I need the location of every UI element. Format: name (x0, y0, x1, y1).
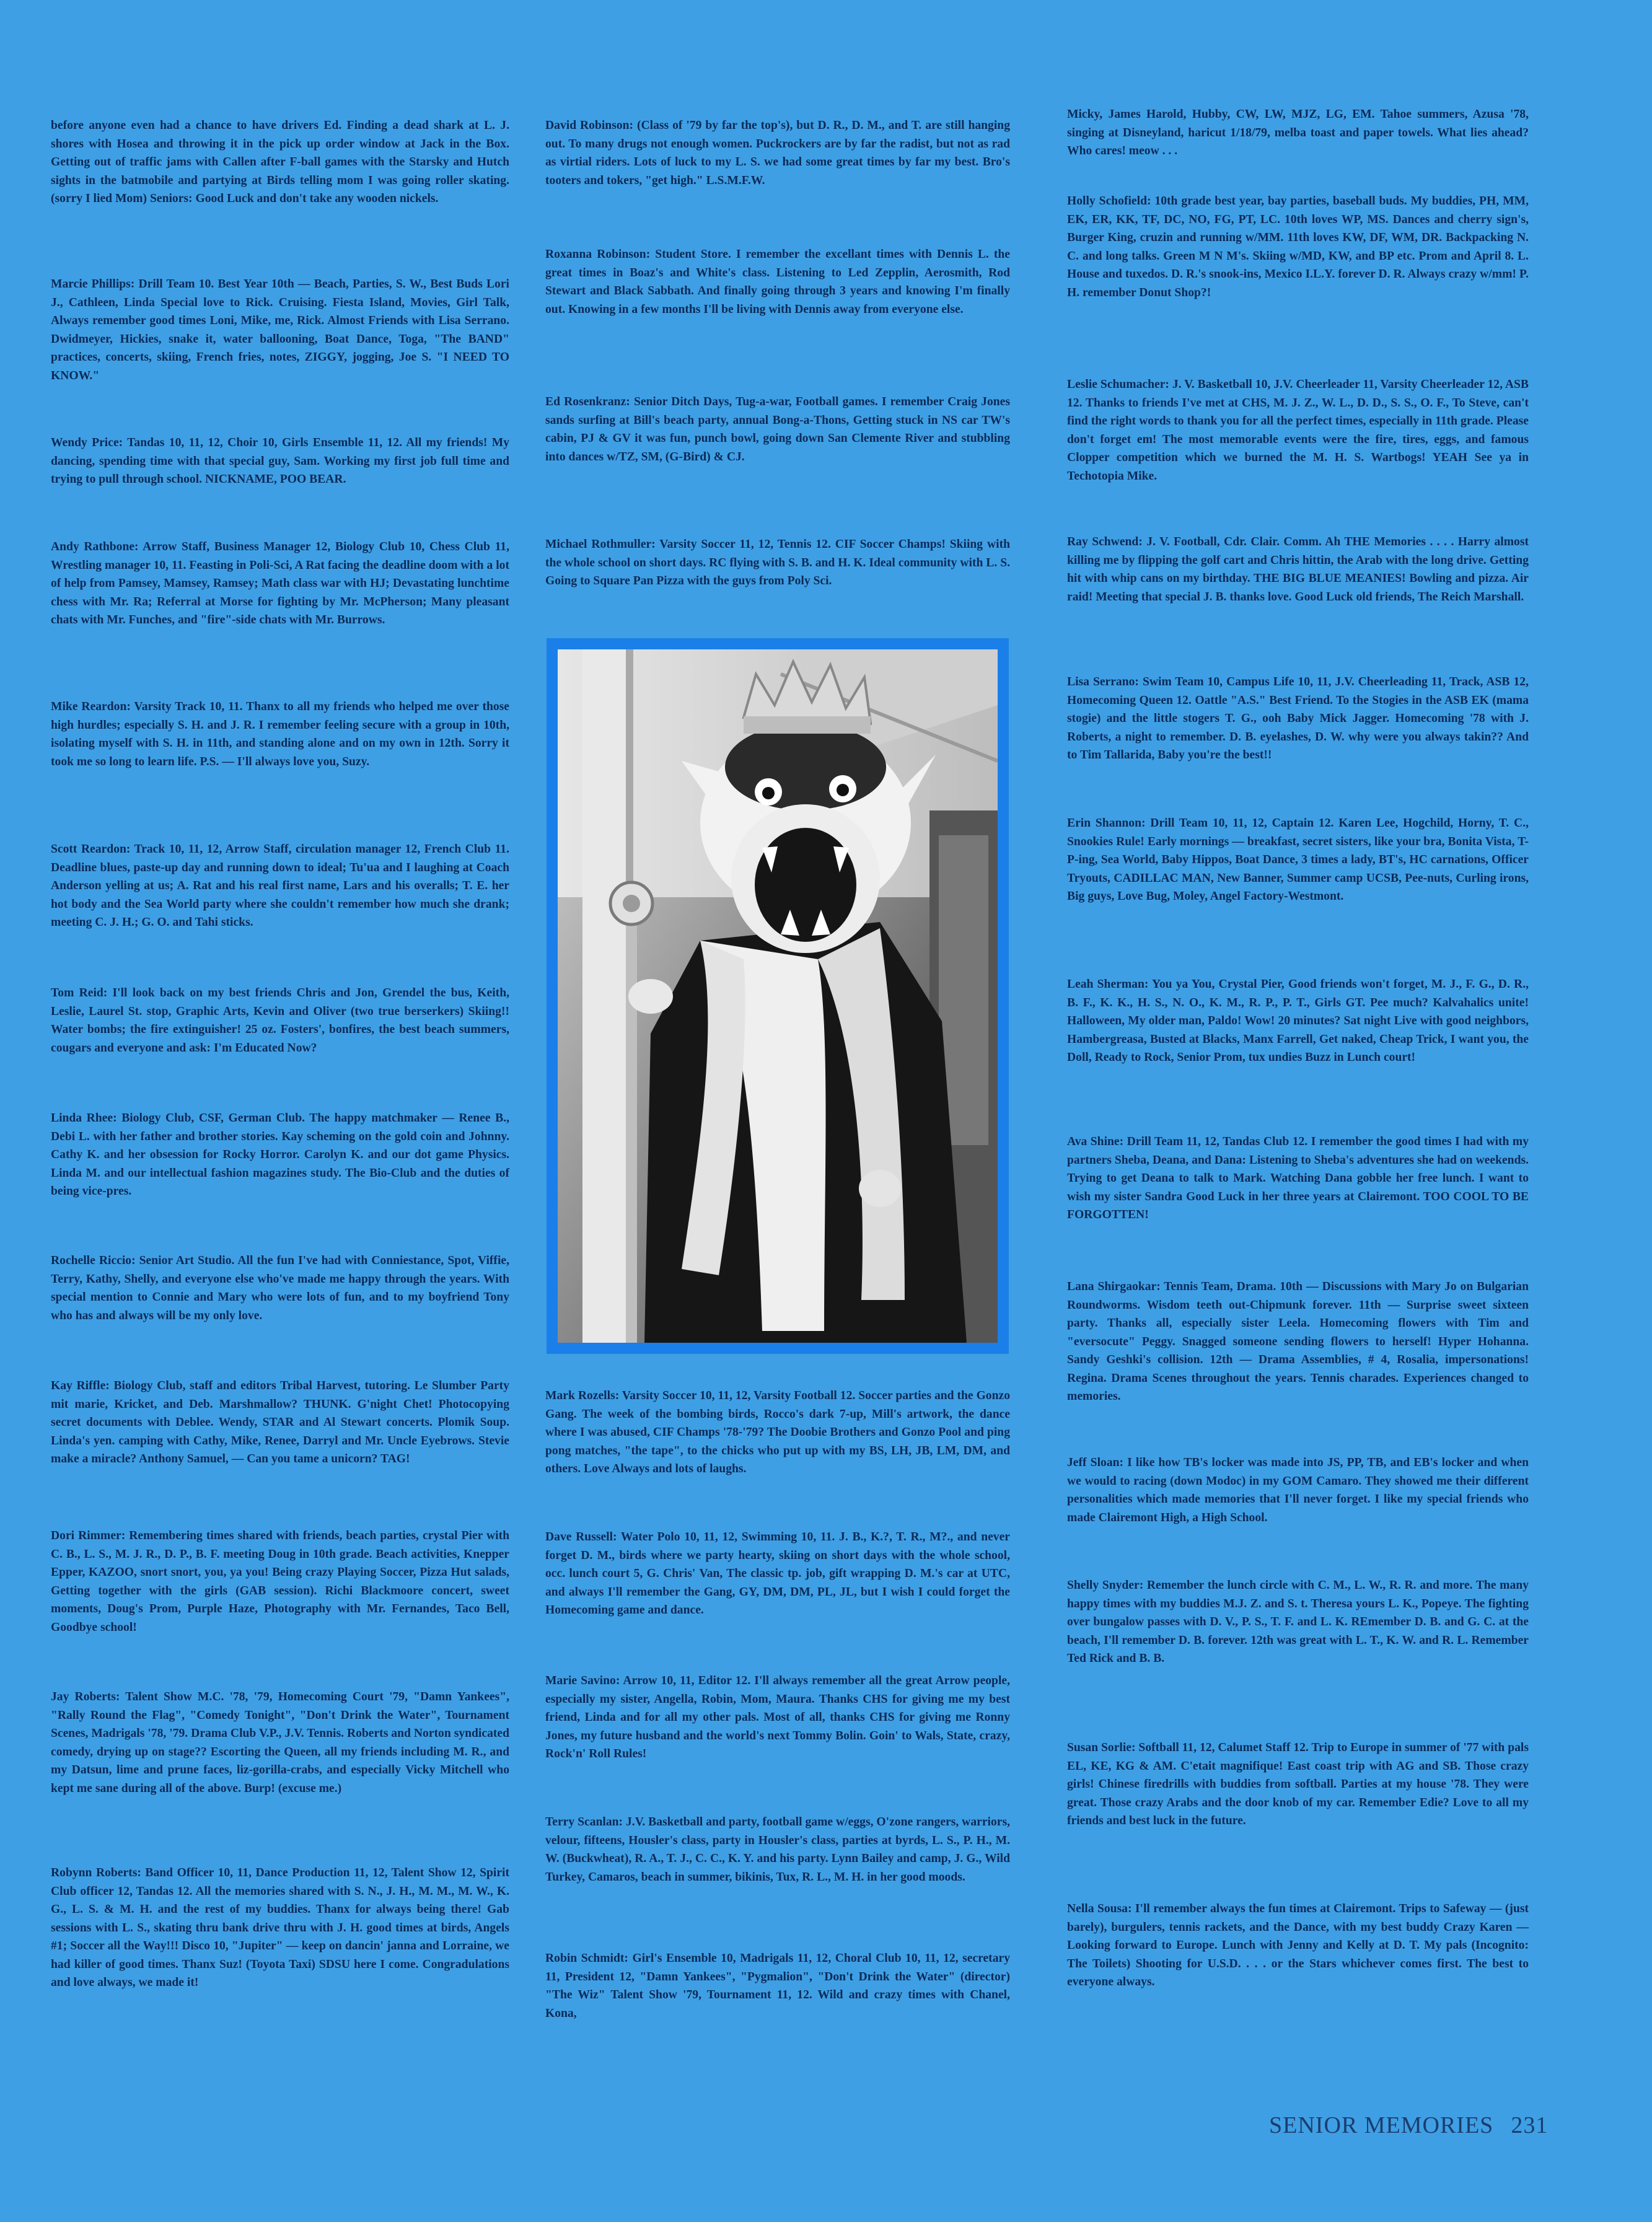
memory-entry: Robynn Roberts: Band Officer 10, 11, Dance Production 11, 12, Talent Show 12, Spirit Club officer 12, Tandas 12. All the memories shared with S. N., J. H., M. M., M. W., K. G., L. S. & M. H. and the rest of my buddies. Thanx for always being there! Gab sessions with L. S., skating thru bank drive thru with J. H. good times at birds, Angels #1; Soccer all the Way!!! Disco 10, "Jupiter" — keep on dancin' janna and Lorraine, we had killer of good times. Thanx Suz! (Toyota Taxi) SDSU here I come. Congradulations and love always, we made it! (51, 1866, 509, 1989)
memory-entry: Dori Rimmer: Remembering times shared with friends, beach parties, crystal Pier with C. B., L. S., M. J. R., D. P., B. F. meeting Doug in 10th grade. Beach activities, Knepper Epper, KAZOO, snort snort, you, ya you! Being crazy Playing Soccer, Pizza Hut salads, Getting together with the girls (GAB session). Richi Blackmoore concert, sweet moments, Doug's Prom, Purple Haze, Photography with Mr. Fernandes, Taco Bell, Goodbye school! (51, 1529, 509, 1634)
memory-entry: Leslie Schumacher: J. V. Basketball 10, J.V. Cheerleader 11, Varsity Cheerleader 12, ASB 12. Thanks to friends I've met at CHS, M. J. Z., W. L., D. D., S. S., O. F., To Steve, can't find the right words to thank you for all the perfect times, especially in 11th grade. Please don't forget em! The most memorable events were the fire, tires, eggs, and famous Clopper competition which we burned the M. H. S. Wartbogs! YEAH See ya in Techotopia Mike. (1067, 378, 1529, 483)
memory-entry: Jeff Sloan: I like how TB's locker was made into JS, PP, TB, and EB's locker and when we would to racing (down Modoc) in my GOM Camaro. They showed me their different personalities which made memories that I'll never forget. I like my special friends who made Clairemont High, a High School. (1067, 1456, 1529, 1524)
memory-entry: Terry Scanlan: J.V. Basketball and party, football game w/eggs, O'zone rangers, warriors, velour, fifteens, Housler's class, party in Housler's class, parties at byrds, L. S., P. H., M. W. (Buckwheat), R. A., T. J., C. C., K. Y. and his party. Lynn Bailey and camp, J. G., Wild Turkey, Camaros, beach in summer, bikinis, Tux, R. L., M. H. in her good moods. (545, 1816, 1010, 1884)
memory-entry: before anyone even had a chance to have drivers Ed. Finding a dead shark at L. J. shores with Hosea and throwing it in the pick up order window at Jack in the Box. Getting out of traffic jams with Callen after F-ball games with the Starsky and Hutch sights in the batmobile and partying at Birds telling mom I was going roller skating. (sorry I lied Mom) Seniors: Good Luck and don't take any wooden nickels. (51, 119, 509, 205)
memory-entry: Linda Rhee: Biology Club, CSF, German Club. The happy matchmaker — Renee B., Debi L. with her father and brother stories. Kay scheming on the gold coin and Johnny. Cathy K. and her obsession for Rocky Horror. Carolyn K. and our dot game Physics. Linda M. and our intellectual fashion magazines study. The Bio-Club and the duties of being vice-pres. (51, 1112, 509, 1198)
memory-entry: Tom Reid: I'll look back on my best friends Chris and Jon, Grendel the bus, Keith, Leslie, Laurel St. stop, Graphic Arts, Kevin and Oliver (two true berserkers) Skiing!! Water bombs; the fire extinguisher! 25 oz. Fosters', bonfires, the best beach summers, cougars and everyone and ask: I'm Educated Now? (51, 986, 509, 1055)
memory-entry: Mark Rozells: Varsity Soccer 10, 11, 12, Varsity Football 12. Soccer parties and the Gonzo Gang. The week of the bombing birds, Rocco's dark 7-up, Mill's artwork, the dance where I was abused, CIF Champs '78-'79? The Doobie Brothers and Gonzo Pool and ping pong matches, "the tape", to the chicks who put up with my BS, LH, JB, LM, DM, and others. Love Always and lots of laughs. (545, 1389, 1010, 1475)
memory-entry: Ray Schwend: J. V. Football, Cdr. Clair. Comm. Ah THE Memories . . . . Harry almost killing me by flipping the golf cart and Chris hittin, the Arab with the long drive. Getting hit with whip cans on my birthday. THE BIG BLUE MEANIES! Bowling and pizza. Air raid! Meeting that special J. B. thanks love. Good Luck old friends, The Reich Marshall. (1067, 535, 1529, 604)
memory-entry: Ed Rosenkranz: Senior Ditch Days, Tug-a-war, Football games. I remember Craig Jones sands surfing at Bill's beach party, annual Bong-a-Thons, Getting stuck in NS car TW's cabin, PJ & GV it was fun, punch bowl, going down San Clemente River and stubbling into dances w/TZ, SM, (G-Bird) & CJ. (545, 395, 1010, 463)
section-title: SENIOR MEMORIES (1269, 2112, 1494, 2138)
memory-entry: Scott Reardon: Track 10, 11, 12, Arrow Staff, circulation manager 12, French Club 11. Deadline blues, paste-up day and running down to ideal; Tu'ua and I laughing at Coach Anderson yelling at us; A. Rat and his real first name, Lars and his overalls; T. E. her hot body and the Sea World party where she couldn't remember how much she drank; meeting C. J. H.; G. O. and Tahi sticks. (51, 843, 509, 929)
page-footer (1269, 2112, 1548, 2139)
memory-entry: Ava Shine: Drill Team 11, 12, Tandas Club 12. I remember the good times I had with my partners Sheba, Deana, and Dana: Listening to Sheba's adventures she had on weekends. Trying to get Deana to talk to Mark. Watching Dana gobble her free lunch. I want to wish my sister Sandra Good Luck in her three years at Clairemont. TOO COOL TO BE FORGOTTEN! (1067, 1135, 1529, 1221)
memory-entry: David Robinson: (Class of '79 by far the top's), but D. R., D. M., and T. are still hanging out. To many drugs not enough women. Puckrockers are by far the radist, but not as rad as virtial riders. Lots of luck to my L. S. we had some great times by far my best. Bro's tooters and tokers, "get high." L.S.M.F.W. (545, 119, 1010, 187)
memory-entry: Dave Russell: Water Polo 10, 11, 12, Swimming 10, 11. J. B., K.?, T. R., M?., and never forget D. M., birds where we party hearty, skiing on short days with the whole school, occ. lunch court 5, G. Chris' Van, The classic tp. job, gift wrapping D. M.'s car at UTC, and always I'll remember the Gang, GY, DM, DM, PL, JL, but I wish I could forget the Homecoming game and dance. (545, 1530, 1010, 1617)
memory-entry: Micky, James Harold, Hubby, CW, LW, MJZ, LG, EM. Tahoe summers, Azusa '78, singing at Disneyland, haricut 1/18/79, melba toast and paper towels. What lies ahead? Who cares! meow . . . (1067, 108, 1529, 157)
memory-entry: Nella Sousa: I'll remember always the fun times at Clairemont. Trips to Safeway — (just barely), burgulers, tennis rackets, and the Dance, with my best buddy Crazy Karen — Looking forward to Europe. Lunch with Jenny and Kelly at D. T. My pals (Incognito: The Toilets) Shooting for U.S.D. . . . or the Stars whichever comes first. The best to everyone always. (1067, 1902, 1529, 1988)
photo-frame (547, 638, 1009, 1354)
memory-entry: Erin Shannon: Drill Team 10, 11, 12, Captain 12. Karen Lee, Hogchild, Horny, T. C., Snookies Rule! Early mornings — breakfast, secret sisters, like your bra, Bonita Vista, T-P-ing, Sea World, Baby Hippos, Boat Dance, 3 times a lady, BT's, HC carnations, Officer Tryouts, CADILLAC MAN, New Banner, Summer camp UCSB, Pee-nuts, Curling irons, Big guys, Love Bug, Moley, Angel Factory-Westmont. (1067, 817, 1529, 903)
memory-entry: Lana Shirgaokar: Tennis Team, Drama. 10th — Discussions with Mary Jo on Bulgarian Roundworms. Wisdom teeth out-Chipmunk forever. 11th — Surprise sweet sixteen party. Thanks all, especially sister Leela. Homecoming flowers with Tim and "eversocute" Peggy. Snagged someone sending flowers to herself! Hyper Hohanna. Sandy Geshki's collision. 12th — Drama Assemblies, # 4, Rosalia, impersonations! Regina. Drama Scenes throughout the years. Tennis charades. Experiences changed to memories. (1067, 1280, 1529, 1403)
page-number: 231 (1511, 2112, 1549, 2138)
memory-entry: Rochelle Riccio: Senior Art Studio. All the fun I've had with Conniestance, Spot, Viffie, Terry, Kathy, Shelly, and everyone else who've made me happy through the years. With special mention to Connie and Mary who were lots of fun, and to my boyfriend Tony who has and always will be my only love. (51, 1254, 509, 1322)
memory-entry: Lisa Serrano: Swim Team 10, Campus Life 10, 11, J.V. Cheerleading 11, Track, ASB 12, Homecoming Queen 12. Oattle "A.S." Best Friend. To the Stogies in the ASB EK (mama stogie) and the little stogers T. G., ooh Baby Mick Jagger. Homecoming '78 with J. Roberts, a night to remember. D. B. eyelashes, D. W. why were you always takin?? And to Tim Tallarida, Baby you're the best!! (1067, 675, 1529, 762)
memory-entry: Marcie Phillips: Drill Team 10. Best Year 10th — Beach, Parties, S. W., Best Buds Lori J., Cathleen, Linda Special love to Rick. Cruising. Fiesta Island, Movies, Girl Talk, Always remember good times Loni, Mike, me, Rick. Almost Friends with Lisa Serrano. Dwidmeyer, Hickies, snake it, water ballooning, Boat Dance, Toga, "The BAND" practices, concerts, skiing, French fries, notes, ZIGGY, jogging, Joe S. "I NEED TO KNOW." (51, 278, 509, 382)
memory-entry: Mike Reardon: Varsity Track 10, 11. Thanx to all my friends who helped me over those high hurdles; especially S. H. and J. R. I remember feeling secure with a group in 10th, isolating myself with S. H. in 11th, and standing alone and on my own in 12th. Sorry it took me so long to learn life. P.S. — I'll always love you, Suzy. (51, 700, 509, 768)
memory-entry: Roxanna Robinson: Student Store. I remember the excellant times with Dennis L. the great times in Boaz's and White's class. Listening to Led Zepplin, Aerosmith, Rod Stewart and Black Sabbath. And finally going through 3 years and knowing I'm finally out. Knowing in a few months I'll be living with Dennis away from everyone else. (545, 248, 1010, 316)
memory-entry: Susan Sorlie: Softball 11, 12, Calumet Staff 12. Trip to Europe in summer of '77 with pals EL, KE, KG & AM. C'etait magnifique! East coast trip with AG and SB. Those crazy girls! Chinese firedrills with buddies from softball. Parties at my house '78. They were great. Those crazy Arabs and the door knob of my car. Remember Edie? Love to all my friends and best luck in the future. (1067, 1741, 1529, 1827)
memory-entry: Andy Rathbone: Arrow Staff, Business Manager 12, Biology Club 10, Chess Club 11, Wrestling manager 10, 11. Feasting in Poli-Sci, A Rat facing the deadline doom with a lot of help from Pamsey, Mamsey, Ramsey; Math class war with HJ; Devastating lunchtime chess with Mr. Ra; Referral at Morse for fighting by Mr. McPherson; Many pleasant chats with Mr. Funches, and "fire"-side chats with Mr. Burrows. (51, 540, 509, 626)
memory-entry: Wendy Price: Tandas 10, 11, 12, Choir 10, Girls Ensemble 11, 12. All my friends! My dancing, spending time with that special guy, Sam. Working my first job full time and trying to pull through school. NICKNAME, POO BEAR. (51, 436, 509, 486)
memory-entry: Leah Sherman: You ya You, Crystal Pier, Good friends won't forget, M. J., F. G., D. R., B. F., K. K., H. S., N. O., K. M., R. P., P. T., Girls GT. Pee much? Kalvahalics unite! Halloween, My older man, Paldo! Wow! 20 minutes? Sat night Live with good neighbors, Hambergreasa, Busted at Blacks, Manx Farrell, Get naked, Cheap Trick, I want you, the Doll, Ready to Rock, Senior Prom, tux undies Buzz in Lunch court! (1067, 978, 1529, 1064)
memory-entry: Marie Savino: Arrow 10, 11, Editor 12. I'll always remember all the great Arrow people, especially my sister, Angella, Robin, Mom, Maura. Thanks CHS for giving me my best friend, Linda and for all my other pals. Most of all, thanks CHS for giving me Ronny Jones, my future husband and the world's next Tommy Bolin. Goin' to Wals, State, crazy, Rock'n' Roll Rules! (545, 1674, 1010, 1760)
memory-entry: Shelly Snyder: Remember the lunch circle with C. M., L. W., R. R. and more. The many happy times with my buddies M.J. Z. and S. t. Theresa yours L. K., Popeye. The fighting over bungalow passes with D. V., P. S., T. F. and L. K. REmember D. B. and G. C. at the beach, I'll remember D. B. forever. 12th was great with L. T., K. W. and R. L. Remember Ted Rick and B. B. (1067, 1579, 1529, 1665)
memory-entry: Kay Riffle: Biology Club, staff and editors Tribal Harvest, tutoring. Le Slumber Party mit marie, Kricket, and Deb. Marshmallow? THUNK. G'night Chet! Photocopying secret documents with Deblee. Wendy, STAR and Al Stewart concerts. Plomik Soup. Linda's yen. camping with Cathy, Mike, Renee, Darryl and Mr. Uncle Eyebrows. Stevie make a miracle? Anthony Samuel, — Can you tame a unicorn? TAG! (51, 1379, 509, 1465)
memory-entry: Michael Rothmuller: Varsity Soccer 11, 12, Tennis 12. CIF Soccer Champs! Skiing with the whole school on short days. RC flying with S. B. and H. K. Ideal community with L. S. Going to Square Pan Pizza with the guys from Poly Sci. (545, 538, 1010, 587)
memory-entry: Jay Roberts: Talent Show M.C. '78, '79, Homecoming Court '79, "Damn Yankees", "Rally Round the Flag", "Comedy Tonight", "Don't Drink the Water", Tournament Scenes, Madrigals '78, '79. Drama Club V.P., J.V. Tennis. Roberts and Norton syndicated comedy, drying up on stage?? Escorting the Queen, all my friends including M. R., and my Datsun, lime and prune faces, liz-gorilla-crabs, and especially Vicky Mitchell who kept me sane during all of the above. Burp! (excuse me.) (51, 1690, 509, 1795)
costumed-mascot-photo (558, 649, 998, 1343)
memory-entry: Holly Schofield: 10th grade best year, bay parties, baseball buds. My buddies, PH, MM, EK, ER, KK, TF, DC, NO, FG, PT, LC. 10th loves WP, MS. Dances and cherry sign's, Burger King, cruzin and running w/MM. 11th loves KW, DF, WM, DR. Backpacking N. C. and long talks. Green M N M's. Skiing w/MD, KW, and BP etc. Prom and April 8. L. House and tuxedos. D. R.'s snook-ins, Mexico I.L.Y. forever D. R. Always crazy w/mm! P. H. remember Donut Shop?! (1067, 195, 1529, 299)
memory-entry: Robin Schmidt: Girl's Ensemble 10, Madrigals 11, 12, Choral Club 10, 11, 12, secretary 11, President 12, "Damn Yankees", "Pygmalion", "Don't Drink the Water" (director) "The Wiz" Talent Show '79, Tournament 11, 12. Wild and crazy times with Chanel, Kona, (545, 1952, 1010, 2020)
